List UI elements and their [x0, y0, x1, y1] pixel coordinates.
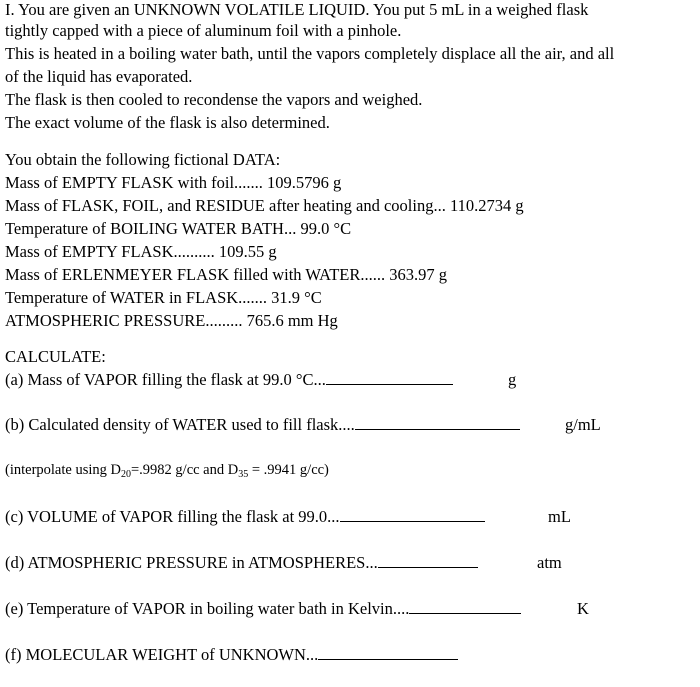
question-e-unit: K: [577, 599, 589, 618]
question-e: [5, 599, 521, 619]
question-d: [5, 553, 478, 573]
question-d-text: (d) ATMOSPHERIC PRESSURE in ATMOSPHERES...: [5, 553, 378, 572]
data-line-atmospheric-pressure: ATMOSPHERIC PRESSURE......... 765.6 mm Hg: [5, 311, 338, 330]
question-a-text: (a) Mass of VAPOR filling the flask at 99.0 °C...: [5, 370, 326, 389]
question-b-unit: g/mL: [565, 415, 601, 434]
question-c: [5, 507, 485, 527]
question-c-unit: mL: [548, 507, 571, 526]
answer-blank-b[interactable]: [355, 429, 520, 430]
intro-line-4: of the liquid has evaporated.: [5, 67, 193, 86]
answer-blank-d[interactable]: [378, 567, 478, 568]
calculate-heading: CALCULATE:: [5, 347, 106, 366]
question-b: [5, 415, 520, 435]
data-line-erlenmeyer-water: Mass of ERLENMEYER FLASK filled with WATER...... 363.97 g: [5, 265, 447, 284]
question-f: [5, 645, 458, 665]
interp-sub-20: 20: [120, 469, 131, 480]
data-line-bath-temperature: Temperature of BOILING WATER BATH... 99.0 °C: [5, 219, 352, 238]
question-a-unit: g: [508, 370, 517, 389]
data-line-flask-foil-residue: Mass of FLASK, FOIL, and RESIDUE after heating and cooling... 110.2734 g: [5, 196, 524, 215]
interp-text-pre: (interpolate using D: [5, 462, 121, 478]
interp-text-post: = .9941 g/cc): [248, 462, 329, 478]
question-e-text: (e) Temperature of VAPOR in boiling water bath in Kelvin....: [5, 599, 410, 618]
intro-line-6: The exact volume of the flask is also determined.: [5, 113, 330, 132]
answer-blank-f[interactable]: [318, 659, 458, 660]
answer-blank-c[interactable]: [340, 521, 485, 522]
interp-text-mid: =.9982 g/cc and D: [130, 462, 239, 478]
data-line-empty-flask: Mass of EMPTY FLASK.......... 109.55 g: [5, 242, 277, 261]
intro-line-5: The flask is then cooled to recondense the vapors and weighed.: [5, 90, 423, 109]
intro-line-1: I. You are given an UNKNOWN VOLATILE LIQUID. You put 5 mL in a weighed flask: [5, 0, 589, 19]
answer-blank-a[interactable]: [326, 384, 453, 385]
data-line-empty-flask-foil: Mass of EMPTY FLASK with foil....... 109.5796 g: [5, 173, 342, 192]
data-intro: You obtain the following fictional DATA:: [5, 150, 281, 169]
question-f-text: (f) MOLECULAR WEIGHT of UNKNOWN...: [5, 645, 319, 664]
question-a: [5, 370, 453, 390]
question-d-unit: atm: [537, 553, 562, 572]
question-c-text: (c) VOLUME of VAPOR filling the flask at 99.0...: [5, 507, 340, 526]
question-b-text: (b) Calculated density of WATER used to fill flask....: [5, 415, 355, 434]
data-line-water-temperature: Temperature of WATER in FLASK....... 31.9 °C: [5, 288, 322, 307]
interpolation-note: [5, 460, 329, 480]
answer-blank-e[interactable]: [409, 613, 521, 614]
intro-line-2: tightly capped with a piece of aluminum foil with a pinhole.: [5, 21, 402, 40]
intro-line-3: This is heated in a boiling water bath, until the vapors completely displace all the air, and all: [5, 44, 615, 63]
interp-sub-35: 35: [238, 469, 249, 480]
